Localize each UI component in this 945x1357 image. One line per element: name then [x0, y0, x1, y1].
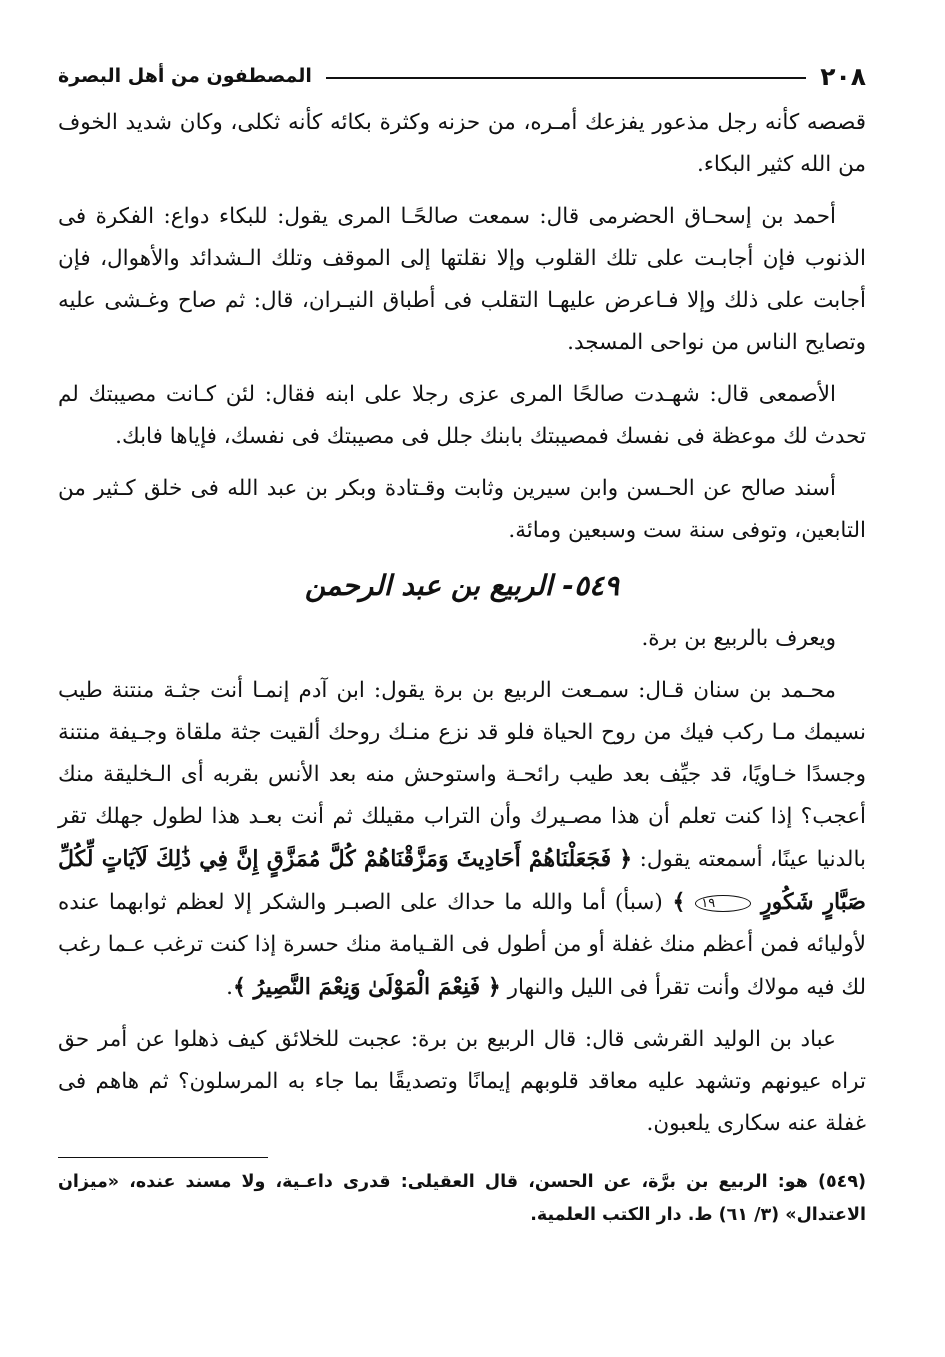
- running-header: [58, 58, 866, 94]
- narration-text: محـمد بن سنان قـال: سمـعت الربيع بن برة يقول: ابن آدم إنمـا أنت جثـة منتنة طيب نسيمك مـا ركب فيك من روح الحياة فلو قد نزع منـك روحك ألقيت جثة ملقاة وجـيفة منتنة وجسدًا خـاويًا، قد جيِّف بعد طيب رائحـة واستوحش منه بعد الأنس بقربه أى الـخليقة منك أعجب؟ إذا كنت تعلم أن هذا مصـيرك وأن التراب مقيلك ثم أنت بعـد هذا لطول جهلك تقر بالدنيا عينًا، أسمعته يقول:: [58, 678, 867, 872]
- verse-number: ١٩: [695, 895, 751, 912]
- body-text: [58, 102, 866, 1232]
- entry-paragraph: [58, 670, 866, 1009]
- narration-text: (سبأ) أما والله ما حداك على الصبـر والشكر إلا لعظم ثوابهما عنده لأوليائه فمن أعظم منك غفلة أو من أطول فى القـيامة منك حسرة إذا كنت ترغب عـما رغب لك فيه مولاك وأنت تقرأ فى الليل والنهار: [58, 890, 866, 1000]
- book-page: [58, 58, 866, 1318]
- book-title: المصطفون من أهل البصرة: [58, 65, 312, 87]
- footnote: (٥٤٩) هو: الربيع بن برَّة، عن الحسن، قال العقيلى: قدرى داعـية، ولا مسند عنده، «ميزان الاعتدال» (٣/ ٦١) ط. دار الكتب العلمية.: [58, 1172, 866, 1225]
- header-rule: [326, 77, 806, 79]
- footnote-rule: [58, 1157, 268, 1158]
- quran-bracket: ﴾: [672, 889, 686, 915]
- sentence-end: .: [226, 975, 233, 1000]
- paragraph: قصصه كأنه رجل مذعور يفزعك أمـره، من حزنه وكثرة بكائه كأنه ثكلى، وكان شديد الخوف من الله كثير البكاء.: [58, 110, 866, 177]
- entry-heading: ٥٤٩- الربيع بن عبد الرحمن: [304, 569, 620, 602]
- paragraph: أسند صالح عن الحـسن وابن سيرين وثابت وقـتادة وبكر بن عبد الله فى خلق كـثير من التابعين، وتوفى سنة ست وسبعين ومائة.: [58, 476, 866, 543]
- page-number: ٢٠٨: [820, 61, 866, 91]
- quran-verse-text: ﴿ فَجَعَلْنَاهُمْ أَحَادِيثَ وَمَزَّقْنَاهُمْ كُلَّ مُمَزَّقٍ إِنَّ فِي ذَٰلِكَ لَآيَاتٍ لِّكُلِّ صَبَّارٍ شَكُورٍ: [58, 846, 866, 915]
- quran-verse: ﴿ فَنِعْمَ الْمَوْلَىٰ وَنِعْمَ النَّصِيرُ ﴾: [233, 974, 501, 1000]
- paragraph: أحمد بن إسحـاق الحضرمى قال: سمعت صالحًـا المرى يقول: للبكاء دواع: الفكرة فى الذنوب فإن أجابـت على تلك القلوب وإلا نقلتها إلى الموقف وتلك الـشدائد والأهوال، فإن أجابت على ذلك وإلا فـاعرض عليهـا التقلب فى أطباق النيـران، قال: ثم صاح وغـشى عليه وتصايح الناس من نواحى المسجد.: [58, 204, 866, 355]
- entry-alias: ويعرف بالربيع بن برة.: [641, 626, 836, 651]
- entry-paragraph: عباد بن الوليد القرشى قال: قال الربيع بن برة: عجبت للخلائق كيف ذهلوا عن أمر حق تراه عيونهم وتشهد عليه معاقد قلوبهم إيمانًا وتصديقًا بما جاء به المرسلون؟ ثم هاهم فى غفلة عنه سكارى يلعبون.: [58, 1027, 866, 1136]
- paragraph: الأصمعى قال: شهـدت صالحًا المرى عزى رجلا على ابنه فقال: لئن كـانت مصيبتك لم تحدث لك موعظة فى نفسك فمصيبتك بابنك جلل فى مصيبتك فى نفسك، فإياها فابك.: [58, 382, 866, 449]
